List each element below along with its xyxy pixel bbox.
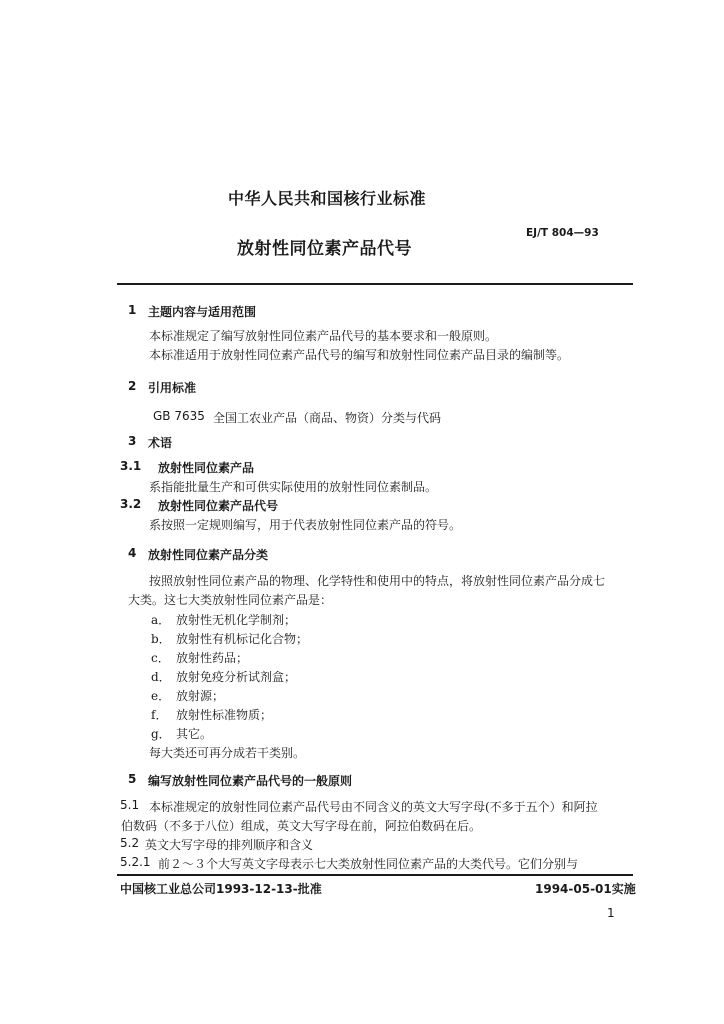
list-item: 放射性有机标记化合物； <box>176 632 309 646</box>
list-item-marker: c． <box>151 651 170 665</box>
page-number: 1 <box>607 906 615 920</box>
section-3-1-number: 3.1 <box>120 459 142 473</box>
header-rule <box>117 283 633 285</box>
list-item-marker: a． <box>151 613 171 627</box>
list-item-marker: f． <box>151 708 168 722</box>
list-item-marker: d． <box>151 670 171 684</box>
section-3-2-heading: 放射性同位素产品代号 <box>158 499 279 513</box>
section-3-2-number: 3.2 <box>120 497 142 511</box>
section-1-paragraph-1: 本标准规定了编写放射性同位素产品代号的基本要求和一般原则。 <box>149 329 498 343</box>
effective-date: 1994-05-01实施 <box>535 882 636 896</box>
reference-code: GB 7635 <box>153 409 205 423</box>
section-4-heading: 放射性同位素产品分类 <box>148 548 269 562</box>
list-item: 放射性药品； <box>176 651 249 665</box>
list-item-marker: b． <box>151 632 171 646</box>
section-5-2-number: 5.2 <box>120 836 140 850</box>
standard-number: EJ/T 804—93 <box>526 227 599 239</box>
approval-line: 中国核工业总公司1993-12-13-批准 <box>120 882 322 896</box>
list-item-marker: e． <box>151 689 171 703</box>
section-1-number: 1 <box>128 303 137 317</box>
list-item: 放射免疫分析试剂盒； <box>176 670 297 684</box>
section-5-number: 5 <box>128 772 137 786</box>
reference-title: 全国工农业产品（商品、物资）分类与代码 <box>213 411 442 425</box>
section-5-2-1-number: 5.2.1 <box>120 855 151 869</box>
section-3-1-heading: 放射性同位素产品 <box>158 461 255 475</box>
section-5-1-line-2: 伯数码（不多于八位）组成，英文大写字母在前，阿拉伯数码在后。 <box>121 819 482 833</box>
section-3-number: 3 <box>128 434 137 448</box>
org-title: 中华人民共和国核行业标准 <box>228 189 427 208</box>
list-item-marker: g． <box>151 727 171 741</box>
list-item: 放射源； <box>176 689 225 703</box>
document-title: 放射性同位素产品代号 <box>237 239 412 259</box>
section-5-2-1-text: 前２～３个大写英文字母表示七大类放射性同位素产品的大类代号。它们分别与 <box>158 857 579 871</box>
section-3-1-text: 系指能批量生产和可供实际使用的放射性同位素制品。 <box>149 480 438 494</box>
section-2-heading: 引用标准 <box>148 381 197 395</box>
section-4-number: 4 <box>128 546 137 560</box>
list-item: 放射性标准物质； <box>176 708 273 722</box>
section-3-heading: 术语 <box>148 436 173 450</box>
section-3-2-text: 系按照一定规则编写，用于代表放射性同位素产品的符号。 <box>149 518 462 532</box>
section-1-heading: 主题内容与适用范围 <box>148 305 257 319</box>
section-4-intro-line-2: 大类。这七大类放射性同位素产品是： <box>128 593 333 607</box>
section-5-2-text: 英文大写字母的排列顺序和含义 <box>145 838 314 852</box>
section-5-1-number: 5.1 <box>120 798 140 812</box>
footer-rule <box>117 874 633 876</box>
section-5-heading: 编写放射性同位素产品代号的一般原则 <box>148 774 353 788</box>
list-item: 放射性无机化学制剂； <box>176 613 297 627</box>
section-4-intro-line-1: 按照放射性同位素产品的物理、化学特性和使用中的特点，将放射性同位素产品分成七 <box>149 574 606 588</box>
section-1-paragraph-2: 本标准适用于放射性同位素产品代号的编写和放射性同位素产品目录的编制等。 <box>149 348 570 362</box>
list-item: 其它。 <box>176 727 213 741</box>
section-5-1-line-1: 本标准规定的放射性同位素产品代号由不同含义的英文大写字母(不多于五个）和阿拉 <box>149 800 598 814</box>
section-2-number: 2 <box>128 379 137 393</box>
section-4-closing: 每大类还可再分成若干类别。 <box>149 746 306 760</box>
